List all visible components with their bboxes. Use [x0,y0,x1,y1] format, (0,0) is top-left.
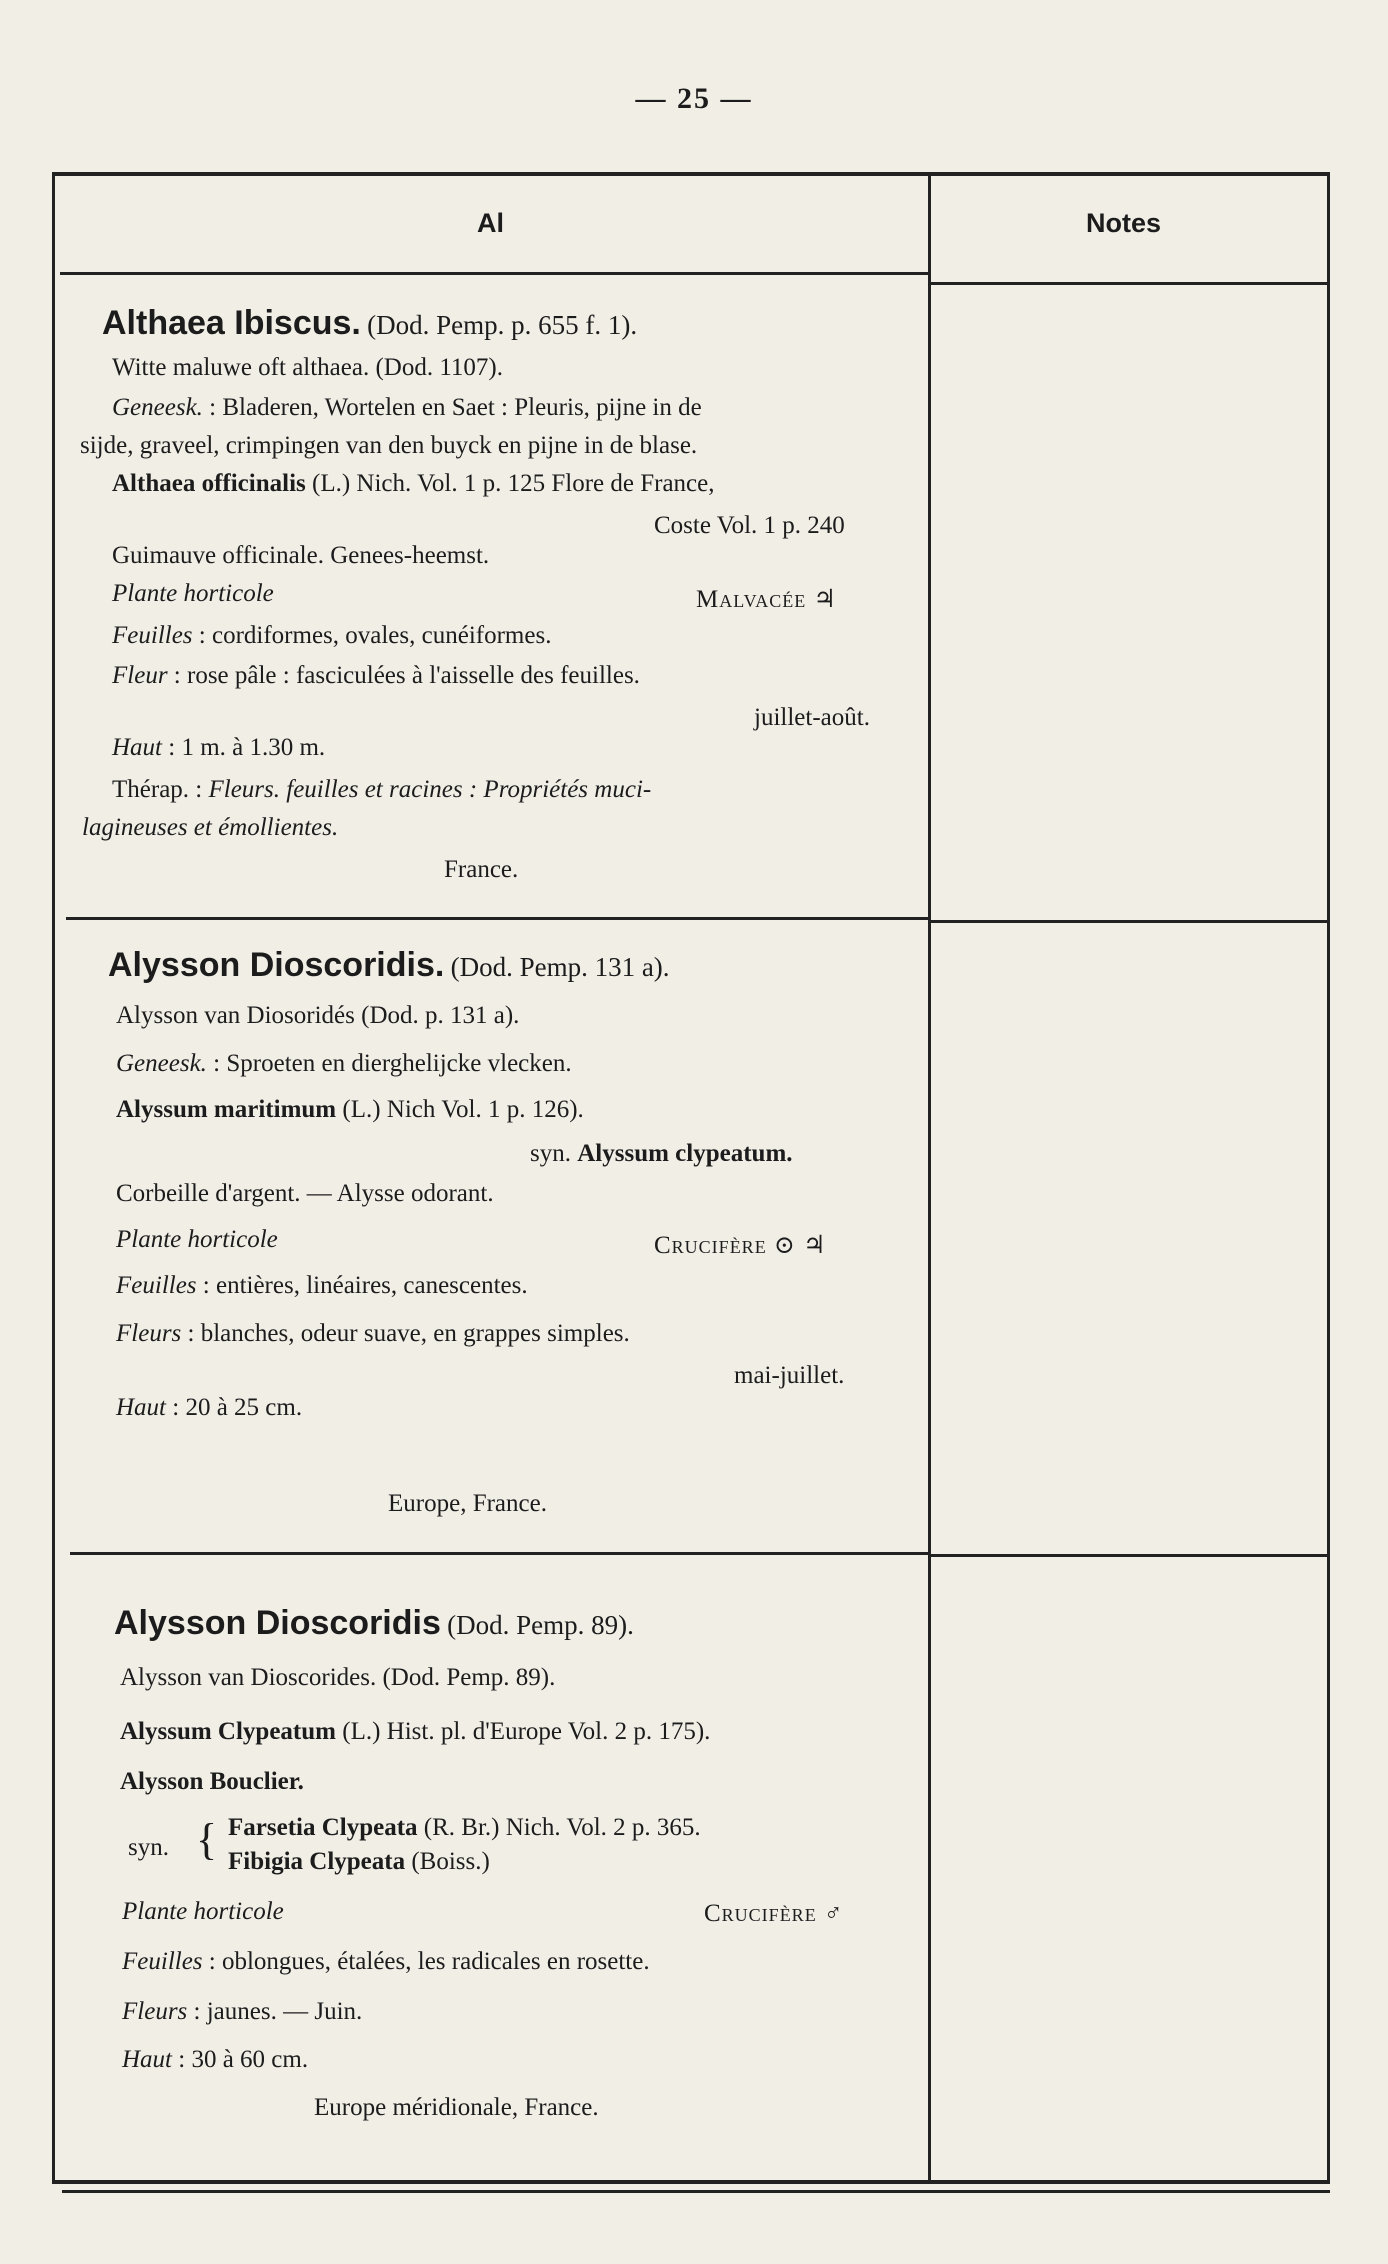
entry-family: Crucifère ⊙ ♃ [654,1232,827,1259]
entry-text-line: Feuilles : cordiformes, ovales, cunéiformes. [112,622,552,649]
entry-text-line: Geneesk. : Sproeten en dierghelijcke vlecken. [116,1050,572,1077]
entry-text-line: Coste Vol. 1 p. 240 [654,512,845,539]
entry-text-line: Feuilles : entières, linéaires, canescentes. [116,1272,528,1299]
entry-title: Althaea Ibiscus. [102,304,361,342]
entry-origin: France. [444,856,519,883]
entry-text-line: Alyssum maritimum (L.) Nich Vol. 1 p. 126). [116,1096,584,1123]
column-divider [928,176,931,2180]
entry-text-line: Witte maluwe oft althaea. (Dod. 1107). [112,354,503,381]
entry-separator-2-left [70,1552,928,1555]
entry-origin: Europe, France. [388,1490,547,1517]
entry-text-line: Alysson van Diosoridés (Dod. p. 131 a). [116,1002,520,1029]
entry-text-line: sijde, graveel, crimpingen van den buyck en pijne in de blase. [80,432,698,459]
column-header-notes: Notes [1086,208,1162,238]
entry-category: Plante horticole [122,1898,284,1925]
entry-reference: (Dod. Pemp. 131 a). [450,952,670,982]
column-header-left: Al [477,208,504,238]
entry-text-line: juillet-août. [754,704,870,731]
entry-reference: (Dod. Pemp. 89). [447,1610,634,1640]
entry-text-line: Guimauve officinale. Genees-heemst. [112,542,490,569]
entry-family: Malvacée ♃ [696,586,837,613]
entry-text-line: Haut : 1 m. à 1.30 m. [112,734,326,761]
entry-text-line: Alyssum Clypeatum (L.) Hist. pl. d'Europe Vol. 2 p. 175). [120,1718,711,1745]
entry-category: Plante horticole [112,580,274,607]
entry-text-line: Althaea officinalis (L.) Nich. Vol. 1 p. 125 Flore de France, [112,470,715,497]
entry-reference: (Dod. Pemp. p. 655 f. 1). [367,310,638,340]
entry-text-line: Geneesk. : Bladeren, Wortelen en Saet : Pleuris, pijne in de [112,394,702,421]
entry-origin: Europe méridionale, France. [314,2094,599,2121]
header-rule-right [931,282,1327,285]
entry-text-line: Feuilles : oblongues, étalées, les radicales en rosette. [122,1948,650,1975]
entry-category: Plante horticole [116,1226,278,1253]
entry-separator-2-right [931,1554,1327,1557]
entry-text-line: Haut : 20 à 25 cm. [116,1394,303,1421]
entry-title-line [102,304,637,343]
header-rule-left [60,272,928,275]
synonym-brace: { [196,1815,218,1864]
entry-text-line: Fleur : rose pâle : fasciculées à l'aisselle des feuilles. [112,662,640,689]
entry-text-line: Farsetia Clypeata (R. Br.) Nich. Vol. 2 p. 365. [228,1814,701,1841]
entry-separator-1-left [66,917,928,920]
entry-text-line: Alysson Bouclier. [120,1768,304,1795]
entry-text-line: syn. Alyssum clypeatum. [530,1140,793,1167]
entry-title: Alysson Dioscoridis. [108,946,445,984]
bottom-double-rule [62,2190,1330,2193]
entry-text-line: Alysson van Dioscorides. (Dod. Pemp. 89). [120,1664,556,1691]
page-number: — 25 — [635,82,753,115]
entry-title-line [108,946,670,985]
entry-family: Crucifère ♂ [704,1900,844,1927]
entry-title: Alysson Dioscoridis [114,1604,441,1642]
entry-text-line: Fleurs : jaunes. — Juin. [122,1998,363,2025]
entry-text-line: Thérap. : Fleurs. feuilles et racines : Propriétés muci- [112,776,652,803]
entry-text-line: Corbeille d'argent. — Alysse odorant. [116,1180,494,1207]
entry-text-line: Fleurs : blanches, odeur suave, en grappes simples. [116,1320,630,1347]
entry-separator-1-right [931,920,1327,923]
entry-text-line: Haut : 30 à 60 cm. [122,2046,309,2073]
entry-text-line: mai-juillet. [734,1362,845,1389]
entry-text-line: Fibigia Clypeata (Boiss.) [228,1848,490,1875]
synonym-label: syn. [128,1834,169,1861]
entry-title-line [114,1604,634,1643]
entry-text-line: lagineuses et émollientes. [82,814,339,841]
